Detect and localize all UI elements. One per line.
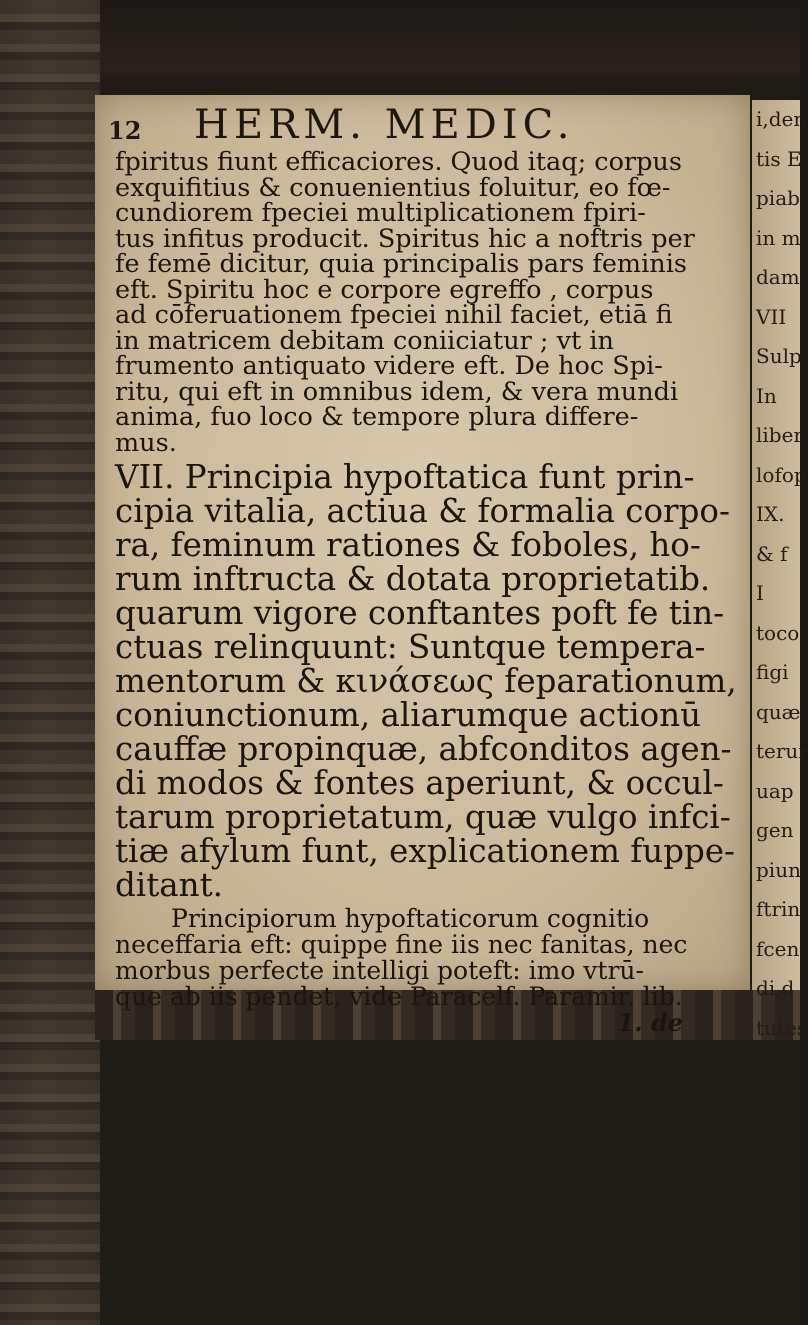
text-line: tiæ afylum funt, explicationem fuppe- xyxy=(115,832,736,870)
text-line: eft. Spiritu hoc e corpore egreffo , corpus xyxy=(115,274,654,305)
paragraph-1 xyxy=(115,147,725,458)
facing-page-fragment: Iun xyxy=(756,1173,790,1198)
facing-page-fragment: terur xyxy=(756,739,808,763)
facing-page-fragment: toco xyxy=(756,620,800,645)
facing-page-fragment: piun xyxy=(756,857,801,882)
text-line: anima, fuo loco & tempore plura differe- xyxy=(115,402,639,432)
facing-page-fragment: & f xyxy=(756,541,788,566)
page-header xyxy=(108,102,708,152)
facing-page-fragment: dam xyxy=(756,265,800,289)
text-line: coniunctionum, aliarumque actionū xyxy=(115,696,702,734)
facing-page-fragment: Sulp xyxy=(756,344,802,368)
text-line: cauffæ propinquæ, abfconditos agen- xyxy=(115,730,732,768)
facing-page-fragment: IX. xyxy=(756,502,785,526)
facing-page-fragment: tutes xyxy=(756,1015,808,1040)
text-line: que ab iis pendet, vide Paracelf. Paramir. lib. xyxy=(115,982,683,1011)
facing-page-fragment: lofop xyxy=(756,462,807,487)
facing-page-fragment: figi xyxy=(756,660,789,684)
facing-page-fragment: fum xyxy=(756,1134,796,1158)
text-line: morbus perfecte intelligi poteft: imo vtrū- xyxy=(115,956,644,985)
text-line: rum inftructa & dotata proprietatib. xyxy=(115,560,711,598)
text-line: tus infitus producit. Spiritus hic a noftris per xyxy=(115,223,695,254)
text-line: ditant. xyxy=(115,866,223,904)
text-line: di modos & fontes aperiunt, & occul- xyxy=(115,764,724,802)
text-line: ra, feminum rationes & foboles, ho- xyxy=(115,526,701,564)
text-line: ritu, qui eft in omnibus idem, & vera mundi xyxy=(115,376,679,407)
paragraph-3 xyxy=(115,906,725,1010)
facing-page-fragment: liber xyxy=(756,423,803,447)
text-line: exquifitius & conuenientius foluitur, eo fœ- xyxy=(115,172,671,203)
text-line: fe femē dicitur, quia principalis pars feminis xyxy=(115,249,687,279)
page-number: 12 xyxy=(108,116,142,145)
paragraph-2 xyxy=(115,458,737,904)
facing-page-fragment: me xyxy=(756,1213,787,1237)
facing-page-fragment: uap xyxy=(756,778,794,803)
text-line: Principiorum hypoftaticorum cognitio xyxy=(171,904,650,933)
text-line: cundiorem fpeciei multiplicationem fpiri- xyxy=(115,198,646,228)
facing-page-fragment: ftrin xyxy=(756,897,801,921)
facing-page-fragment: I xyxy=(756,581,764,605)
text-line: fpiritus fiunt efficaciores. Quod itaq; corpus xyxy=(115,147,682,177)
facing-page-fragment: di,d xyxy=(756,976,795,1000)
text-line: quarum vigore conftantes poft fe tin- xyxy=(115,594,725,632)
facing-page-fragment: piab xyxy=(756,186,800,210)
text-line: in matricem debitam coniiciatur ; vt in xyxy=(115,325,614,356)
facing-page-strip xyxy=(752,100,808,1277)
text-line: frumento antiquato videre eft. De hoc Spi- xyxy=(115,351,663,381)
text-line: cipia vitalia, actiua & formalia corpo- xyxy=(115,492,730,530)
book-spine-edge xyxy=(0,0,100,1325)
text-line: mus. xyxy=(115,427,177,458)
facing-page-fragment: VII xyxy=(756,304,787,329)
facing-page-fragment: X. xyxy=(756,1094,777,1119)
text-line: mentorum & κινάσεως feparationum, xyxy=(115,662,737,700)
facing-page-fragment: ( xyxy=(756,1252,764,1277)
text-line: tarum proprietatum, quæ vulgo infci- xyxy=(115,798,731,836)
facing-page-fragment: feru xyxy=(756,1055,798,1079)
facing-page-fragment: tis E xyxy=(756,146,802,171)
text-line: neceffaria eft: quippe fine iis nec fanitas, nec xyxy=(115,930,688,959)
facing-page-fragment: i,den xyxy=(756,107,807,131)
facing-page-fragment: In xyxy=(756,383,777,408)
facing-page-fragment: fcen xyxy=(756,936,800,961)
text-line: ctuas relinquunt: Suntque tempera- xyxy=(115,628,706,666)
running-title: HERM. MEDIC. xyxy=(194,102,575,148)
section-heading-line: VII. Principia hypoftatica funt prin- xyxy=(115,458,695,496)
facing-page-fragment: quæ xyxy=(756,699,801,724)
facing-page-fragment: in m xyxy=(756,225,801,250)
body-text xyxy=(115,147,737,1037)
catchword: 1. de xyxy=(617,1008,683,1037)
facing-page-fragment: gen xyxy=(756,818,794,842)
text-line: ad cōferuationem fpeciei nihil faciet, etiā fi xyxy=(115,300,673,330)
